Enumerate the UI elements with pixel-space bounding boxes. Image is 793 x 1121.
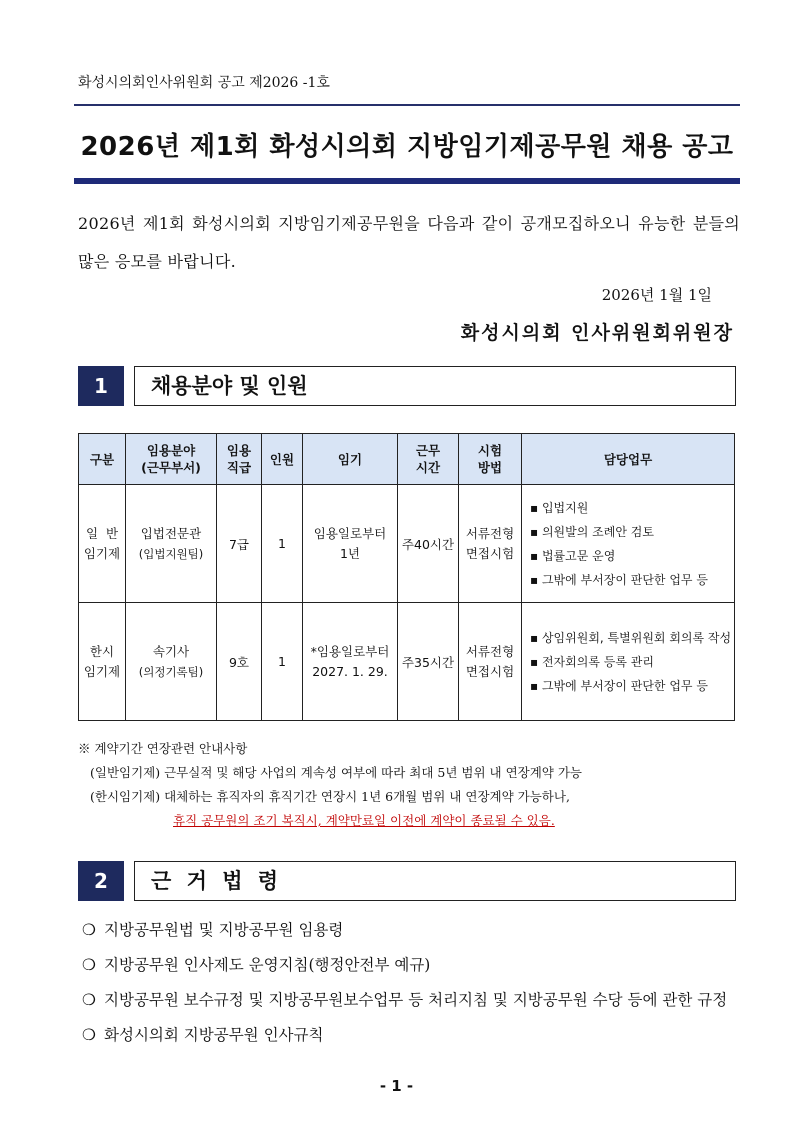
circle-bullet-icon: ❍ <box>82 1026 96 1044</box>
table-header-row <box>79 434 735 485</box>
section-2-number: 2 <box>78 861 124 901</box>
duty-item: ▪ 법률고문 운영 <box>530 544 734 568</box>
note-limited-underline: 휴직 공무원의 조기 복직시, 계약만료일 이전에 계약이 종료될 수 있음. <box>173 813 555 828</box>
recruitment-table <box>78 433 735 721</box>
contract-notes <box>78 737 582 833</box>
table-row <box>79 485 735 603</box>
table-row <box>79 603 735 721</box>
note-general: (일반임기제) 근무실적 및 해당 사업의 계속성 여부에 따라 최대 5년 범위 내 연장계약 가능 <box>90 765 582 780</box>
duty-item: ▪ 입법지원 <box>530 496 734 520</box>
duty-item: ▪ 전자회의록 등록 관리 <box>530 650 734 674</box>
note-limited: (한시임기제) 대체하는 휴직자의 휴직기간 연장시 1년 6개월 범위 내 연장계약 가능하나, <box>90 789 570 804</box>
section-1-title: 채용분야 및 인원 <box>134 366 736 406</box>
signer: 화성시의회 인사위원회위원장 <box>460 322 734 344</box>
row-exam: 서류전형 면접시험 <box>459 485 522 603</box>
header-duties: 담당업무 <box>522 434 735 485</box>
section-1-number: 1 <box>78 366 124 406</box>
row-grade: 9호 <box>217 603 262 721</box>
row-duties <box>522 485 735 603</box>
section-2-title: 근 거 법 령 <box>134 861 736 901</box>
page-title: 2026년 제1회 화성시의회 지방임기제공무원 채용 공고 <box>80 132 734 162</box>
circle-bullet-icon: ❍ <box>82 991 96 1009</box>
list-item: ❍ 지방공무원 인사제도 운영지침(행정안전부 예규) <box>82 951 727 986</box>
notice-number: 화성시의회인사위원회 공고 제2026 -1호 <box>78 75 330 91</box>
row-grade: 7급 <box>217 485 262 603</box>
header-term: 임기 <box>303 434 398 485</box>
row-count: 1 <box>262 603 303 721</box>
laws-list <box>82 916 727 1056</box>
row-category: 일 반 임기제 <box>79 485 126 603</box>
row-term: 임용일로부터 1년 <box>303 485 398 603</box>
header-field: 임용분야 (근무부서) <box>126 434 217 485</box>
header-category: 구분 <box>79 434 126 485</box>
row-field: 속기사 (의정기록팀) <box>126 603 217 721</box>
row-hours: 주35시간 <box>398 603 459 721</box>
page-number: - 1 - <box>379 1077 414 1095</box>
notes-heading: ※ 계약기간 연장관련 안내사항 <box>78 741 248 756</box>
header-hours: 근무 시간 <box>398 434 459 485</box>
row-duties <box>522 603 735 721</box>
duty-item: ▪ 그밖에 부서장이 판단한 업무 등 <box>530 568 734 592</box>
header-divider <box>74 104 740 106</box>
intro-paragraph: 2026년 제1회 화성시의회 지방임기제공무원을 다음과 같이 공개모집하오니 유능한 분들의 많은 응모를 바랍니다. <box>78 214 740 271</box>
header-exam: 시험 방법 <box>459 434 522 485</box>
row-hours: 주40시간 <box>398 485 459 603</box>
row-exam: 서류전형 면접시험 <box>459 603 522 721</box>
duty-item: ▪ 의원발의 조례안 검토 <box>530 520 734 544</box>
list-item: ❍ 지방공무원법 및 지방공무원 임용령 <box>82 916 727 951</box>
circle-bullet-icon: ❍ <box>82 956 96 974</box>
title-divider <box>74 178 740 184</box>
duty-item: ▪ 상임위원회, 특별위원회 회의록 작성 <box>530 626 734 650</box>
row-field: 입법전문관 (입법지원팀) <box>126 485 217 603</box>
duty-item: ▪ 그밖에 부서장이 판단한 업무 등 <box>530 674 734 698</box>
header-count: 인원 <box>262 434 303 485</box>
list-item: ❍ 화성시의회 지방공무원 인사규칙 <box>82 1021 727 1056</box>
row-category: 한시 임기제 <box>79 603 126 721</box>
row-count: 1 <box>262 485 303 603</box>
circle-bullet-icon: ❍ <box>82 921 96 939</box>
header-grade: 임용 직급 <box>217 434 262 485</box>
notice-date: 2026년 1월 1일 <box>601 286 712 304</box>
list-item: ❍ 지방공무원 보수규정 및 지방공무원보수업무 등 처리지침 및 지방공무원 수당 등에 관한 규정 <box>82 986 727 1021</box>
row-term: *임용일로부터 2027. 1. 29. <box>303 603 398 721</box>
